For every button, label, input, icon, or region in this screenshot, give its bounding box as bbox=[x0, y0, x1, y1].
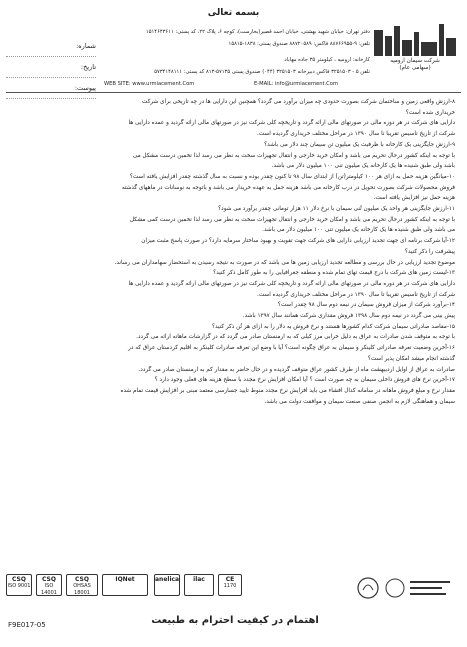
body-line: باشد ولی طبق شنیده ها یک کارخانه یک میلیون تنی ۱۰۰ میلیون دلار می باشد. bbox=[271, 163, 455, 170]
body-line: ۱۲-آیا شرکت برنامه ای جهت تجدید ارزیابی دارایی های شرکت جهت تقویت و بهبود ساختار سرمایه دارد؟ در صورت پاسخ مثبت میزان bbox=[141, 238, 455, 245]
body-line: ۱۴-برآورد شرکت از میزان فروش سیمان در نیمه دوم سال ۹۸ چقدر است؟ bbox=[277, 302, 455, 309]
certificate-name: CSQ bbox=[12, 576, 26, 583]
body-line: موضوع تجدید ارزیابی در حال بررسی و مطالعه تجدید ارزیابی زمین ها می باشد که در صورت به نتیجه رسیدن به استحضار سهامداران می رساند. bbox=[114, 259, 455, 266]
date-field: تاریخ: bbox=[6, 57, 96, 78]
body-line: با توجه به اینکه کشور درحال تحریم می باشد و امکان خرید خارجی و انتقال تجهیزات سخت به نظر می رسد لذا تخمین درست مشکل می bbox=[132, 152, 455, 159]
body-line: خریداری شده است؟ bbox=[405, 109, 455, 116]
certificate-name: ilac bbox=[193, 576, 205, 583]
body-line: ۸-ارزش واقعی زمین و ساختمان شرکت بصورت حدودی چه میزان برآورد می گردد؟ همچنین این دارایی ها در چه تاریخی برای شرکت bbox=[142, 99, 455, 105]
body-line: گذشته انجام میشد امکان پذیر است؟ bbox=[367, 355, 455, 362]
body-line: پیشرفت را ذکر کنید؟ bbox=[404, 248, 455, 255]
company-slogan: اهتمام در کیفیت احترام به طبیعت bbox=[151, 615, 319, 626]
body-line: ۱۶-آخرین وضعیت تعرفه صادراتی کلینکر و سیمان به عراق چگونه است؟ آیا با وضع این تعرفه صادرات کلینکر به اقلیم کردستان عراق که در bbox=[128, 345, 455, 352]
body-line: پیش بینی می گردد در نیمه دوم سال ۱۳۹۸ فروش مقداری شرکت همانند سال ۱۳۹۷ باشد. bbox=[242, 313, 455, 320]
company-name-block bbox=[372, 58, 458, 72]
company-name: شرکت سیمان ارومیه bbox=[390, 58, 440, 64]
certificate-name: anelica bbox=[155, 576, 180, 583]
cement-factory-icon bbox=[372, 22, 458, 58]
body-line: ۱۳-لیست زمین های شرکت با درج قیمت تهای تمام شده و منطقه جغرافیایی را به طور کامل ذکر کنید؟ bbox=[213, 270, 455, 277]
body-line: شرکت از تاریخ تاسیس تقریبا تا سال ۱۳۹۰ در مراحل مختلف خریداری گردیده است. bbox=[257, 131, 455, 138]
body-line: فروش محصولات شرکت بصورت تحویل در درب کارخانه می باشد هزینه حمل به عهده خریدار می باشد و باتوجه به نوسانات در ماههای گذشته bbox=[121, 184, 455, 191]
body-line: با توجه به متوقف شدن صادرات به عراق به دلیل خرابی مرز کیلی که به ارمنستان صادر می گردد که در گزارشات ماهانه ارائه می گردد. bbox=[136, 334, 455, 341]
attachment-field: پیوست: bbox=[6, 78, 96, 99]
body-line: ۱۰-میانگین هزینه حمل به ازای هر ۱۰۰ کیلومتر(تن) از ابتدای سال ۹۸ تا کنون چقدر بوده و نسبت به سال گذشته چقدر افزایش یافته است؟ bbox=[129, 173, 455, 180]
body-line: ۹-ارزش جایگزینی یک کارخانه با ظرفیت یک میلیون تن سیمان چند دلار می باشد؟ bbox=[264, 141, 455, 148]
certificate-badge bbox=[184, 574, 214, 596]
certificate-badge bbox=[36, 574, 62, 596]
body-line: مقدار نرخ و مبلغ فروش ماهانه در سامانه کدال افشاء می باید افزایش نرخ مجدد منوط تایید جسارسی معتمد مبنی بر افزایش قیمت تمام شده bbox=[120, 387, 455, 394]
letter-meta-fields bbox=[6, 36, 96, 99]
body-line: دارایی های شرکت در هر دوره مالی در صورتهای مالی ارائه گردد و تاریخچه کلی شرکت نیز در صورتهای مالی ارائه گردید و عمده دارایی ها bbox=[128, 120, 455, 127]
factory-contact: تلفن ۵ - ۳۲۵۱۵۰۳ فاکس دبیرخانه ۳۲۵۱۵۰۳ (۰۴۴) صندوق پستی ۵۷۱۳۵-۸۱۳ کد پستی: ۵۷۳۴۱۴۸۱۱۱ bbox=[154, 69, 370, 75]
certificate-badge bbox=[102, 574, 148, 596]
certificate-name: CE bbox=[225, 576, 235, 583]
website-link[interactable]: WEB SITE: www.urmiacement.Com bbox=[104, 81, 195, 87]
certificate-badge bbox=[218, 574, 242, 596]
office-contact: تلفن: ۹-۸۸۷۶۶۹۵۵ فاکس: ۸۸۷۲۰۵۸۹ صندوق پستی: ۱۸۳۸-۱۵۸۱۵ bbox=[228, 41, 370, 47]
body-line: صادرات به عراق از اوایل اردیبهشت ماه از طرف کشور عراق متوقف گردیده و در حال حاضر به مقدار کم به ارمنستان صادر می گردد. bbox=[138, 366, 455, 373]
certificate-name: CSQ bbox=[42, 576, 56, 583]
email-link[interactable]: E-MAIL: info@urmiacement.Com bbox=[254, 81, 339, 87]
basmala-heading: بسمه تعالی bbox=[207, 8, 260, 18]
factory-address: کارخانه: ارومیه ، کیلومتر ۳۵ جاده مهاباد bbox=[284, 57, 370, 63]
body-line: با توجه به اینکه کشور درحال تحریم می باشد و امکان خرید خارجی و انتقال تجهیزات سخت به نظر می رسد لذا تخمین درست کمی مشکل bbox=[129, 216, 455, 223]
office-address: دفتر تهران: خیابان شهید بهشتی، خیابان احمد قصیر(بخارست)، کوچه ۶، پلاک ۲۲، کد پستی: ۱۵۱۴۶۴۳۶۱۱ bbox=[145, 29, 370, 35]
body-line: ۱۷-آخرین نرخ های فروش داخلی سیمان به چه صورت است ؟ آیا امکان افزایش نرخ مجدد با سطح هزینه های فعلی وجود دارد ؟ bbox=[154, 377, 455, 384]
certificate-badge bbox=[66, 574, 98, 596]
body-line: شرکت از تاریخ تاسیس تقریبا تا سال ۱۳۹۰ در مراحل مختلف خریداری گردیده است. bbox=[257, 291, 455, 298]
certificate-standard: ISO 9001 bbox=[7, 583, 31, 589]
certificate-standard: ISO 14001 bbox=[41, 583, 57, 596]
header-divider bbox=[6, 92, 461, 93]
body-line: هزینه حمل نیز افزایش یافته است. bbox=[373, 195, 455, 202]
body-line: ۱۱-ارزش جایگزینی هر واحد یک میلیون تُنی سیمان با نرخ دلار ۱۱ هزار تومانی چقدر برآورد می شود؟ bbox=[218, 206, 455, 213]
body-line: ۱۵-مقاصد صادراتی سیمان شرکت کدام کشورها هستند و نرخ فروش به دلار را به ازای هر تُن ذکر کنید؟ bbox=[211, 323, 455, 330]
certificate-name: IQNet bbox=[115, 576, 135, 583]
certificate-name: CSQ bbox=[75, 576, 89, 583]
certificate-badge bbox=[154, 574, 180, 596]
quality-award-emblem-icon bbox=[355, 575, 455, 601]
certificate-badge bbox=[6, 574, 32, 596]
letter-body bbox=[10, 97, 455, 407]
certificate-standard: 1170 bbox=[223, 583, 237, 589]
certificate-standard: OHSAS 18001 bbox=[73, 583, 91, 596]
number-field: شماره: bbox=[6, 36, 96, 57]
form-code: F9E017-05 bbox=[8, 621, 46, 629]
body-line: دارایی های شرکت در هر دوره مالی در صورتهای مالی ارائه گردد و تاریخچه کلی شرکت نیز در صورتهای مالی ارائه گردید و عمده دارایی ها bbox=[128, 280, 455, 287]
body-line: سیمان و هماهنگی لازم به انجمن صنفی صنعت سیمان و موافقت دولت می باشد. bbox=[264, 398, 455, 405]
company-logo bbox=[372, 22, 458, 74]
company-type: (سهامی عام) bbox=[399, 65, 431, 71]
body-line: می باشد ولی طبق شنیده ها یک کارخانه یک میلیون تنی ۱۰۰ میلیون دلار می باشد. bbox=[262, 227, 455, 234]
